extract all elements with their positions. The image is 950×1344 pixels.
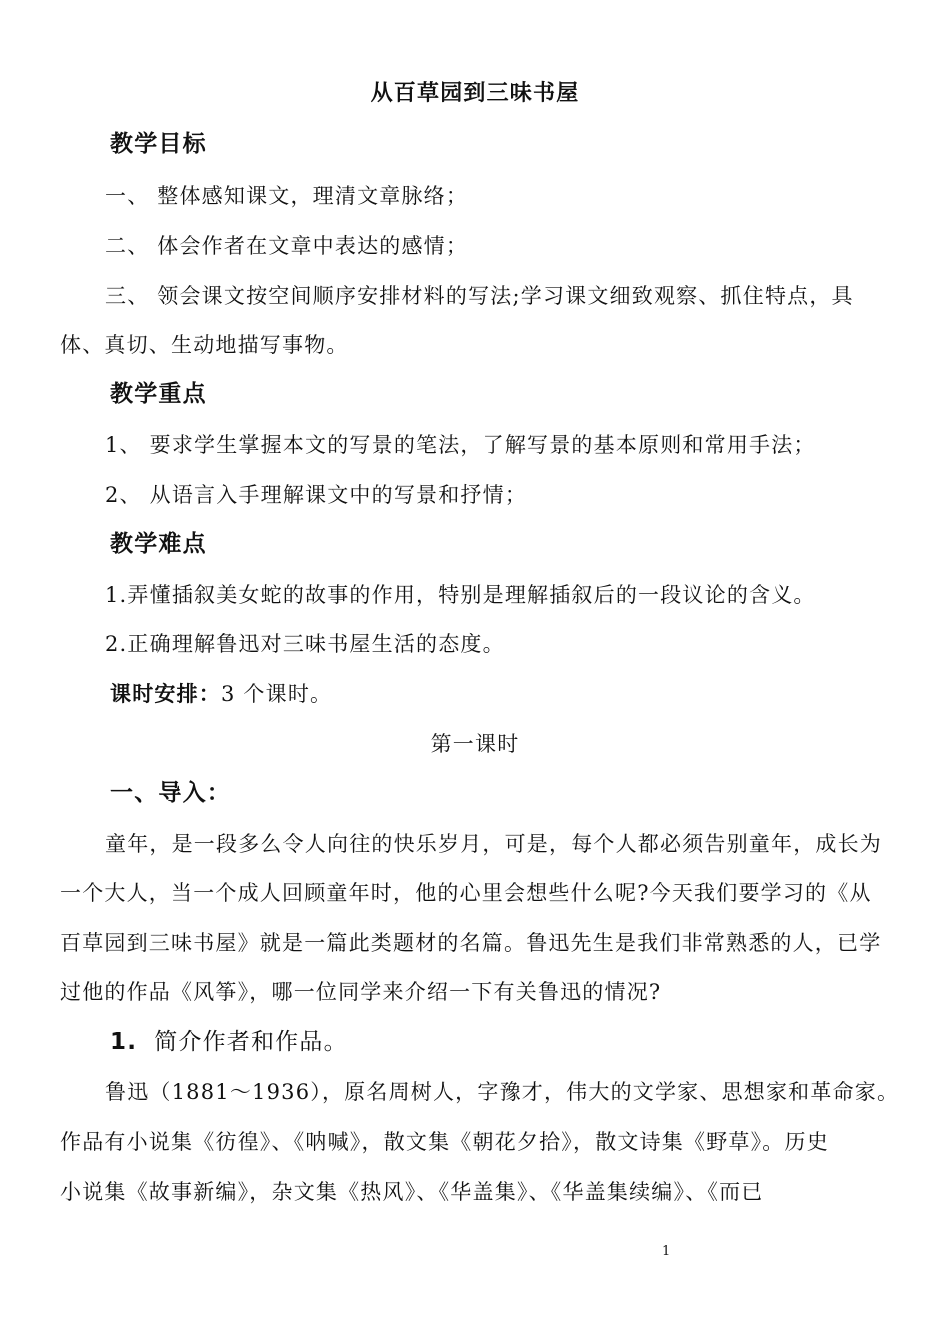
intro-paragraph-line: 一个大人，当一个成人回顾童年时，他的心里会想些什么呢?今天我们要学习的《从 (60, 881, 872, 905)
author-heading-text: 简介作者和作品。 (154, 1029, 348, 1055)
objective-item: 三、 领会课文按空间顺序安排材料的写法;学习课文细致观察、抓住特点，具 (105, 284, 854, 308)
document-title: 从百草园到三味书屋 (370, 81, 580, 106)
schedule-value: 3 个课时。 (221, 682, 333, 706)
author-paragraph-line: 作品有小说集《彷徨》、《呐喊》，散文集《朝花夕拾》，散文诗集《野草》。历史 (60, 1130, 829, 1154)
schedule-label: 课时安排： (110, 682, 221, 706)
schedule-line (110, 680, 332, 708)
objective-item: 一、 整体感知课文，理清文章脉络； (105, 184, 469, 208)
lesson-title: 第一课时 (430, 732, 520, 756)
page-number: 1 (662, 1244, 671, 1259)
intro-paragraph-line: 百草园到三味书屋》就是一篇此类题材的名篇。鲁迅先生是我们非常熟悉的人，已学 (60, 931, 882, 955)
difficulties-heading: 教学难点 (110, 531, 207, 557)
objectives-heading: 教学目标 (110, 131, 207, 157)
objective-item-continuation: 体、真切、生动地描写事物。 (60, 333, 349, 357)
author-paragraph-line: 鲁迅（1881～1936），原名周树人，字豫才，伟大的文学家、思想家和革命家。 (105, 1080, 900, 1104)
key-point-item: 1、 要求学生掌握本文的写景的笔法，了解写景的基本原则和常用手法； (105, 433, 816, 457)
author-heading (110, 1028, 348, 1056)
author-heading-number: 1. (110, 1029, 138, 1055)
key-point-item: 2、 从语言入手理解课文中的写景和抒情； (105, 483, 528, 507)
difficulty-item: 1.弄懂插叙美女蛇的故事的作用，特别是理解插叙后的一段议论的含义。 (105, 583, 816, 607)
difficulty-item: 2.正确理解鲁迅对三味书屋生活的态度。 (105, 632, 505, 656)
objective-item: 二、 体会作者在文章中表达的感情； (105, 234, 469, 258)
author-paragraph-line: 小说集《故事新编》，杂文集《热风》、《华盖集》、《华盖集续编》、《而已 (60, 1180, 764, 1204)
intro-paragraph-line: 过他的作品《风筝》，哪一位同学来介绍一下有关鲁迅的情况? (60, 980, 662, 1004)
intro-paragraph-line: 童年，是一段多么令人向往的快乐岁月，可是，每个人都必须告别童年，成长为 (105, 832, 882, 856)
key-points-heading: 教学重点 (110, 381, 207, 407)
intro-heading: 一、导入： (110, 780, 231, 806)
